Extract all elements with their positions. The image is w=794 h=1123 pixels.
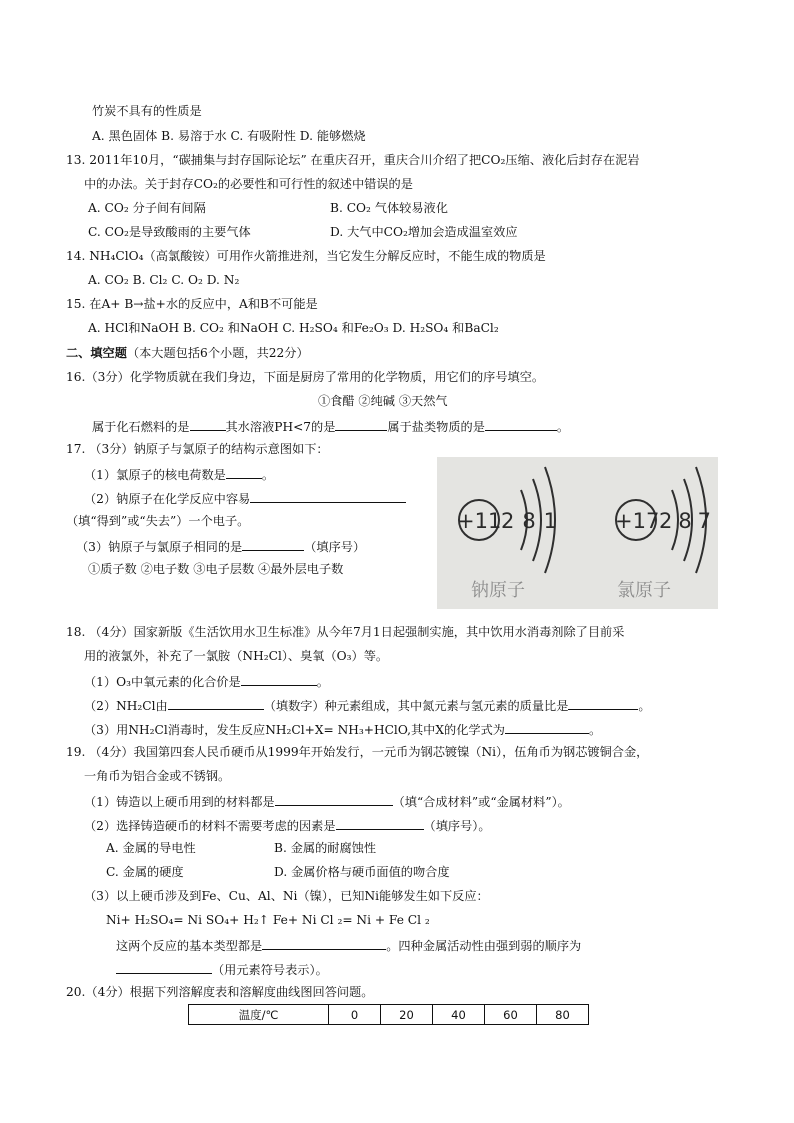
q18-sub-1-prompt: （1）O₃中氧元素的化合价是 [84, 675, 241, 689]
chlorine-nucleus-charge: +17 [615, 509, 660, 533]
table-header-cell: 0 [329, 1005, 381, 1025]
q17-blank-2[interactable] [250, 489, 406, 503]
table-header-cell: 温度/℃ [189, 1005, 329, 1025]
q13-text: 13. 2011年10月，“碳捕集与封存国际论坛” 在重庆召开，重庆合川介绍了把CO₂压缩、液化后封存在泥岩 [66, 153, 640, 167]
q19-blank-2[interactable] [336, 816, 424, 830]
q18-sub-3-prompt: （3）用NH₂Cl消毒时，发生反应NH₂Cl+X= NH₃+HClO,其中X的化学式为 [84, 723, 505, 737]
q19-sub-3: （3）以上硬币涉及到Fe、Cu、Al、Ni（镍），已知Ni能够发生如下反应： [84, 889, 489, 903]
q16-blanks-line [92, 417, 569, 435]
q18-blank-4[interactable] [505, 720, 589, 734]
section-note: （本大题包括6个小题，共22分） [126, 346, 309, 360]
table-row [189, 1005, 589, 1025]
q18-text-cont: 用的液氯外，补充了一氯胺（NH₂Cl）、臭氧（O₃）等。 [84, 649, 389, 663]
table-header-cell: 20 [381, 1005, 433, 1025]
q17-sub-3 [76, 537, 365, 555]
q17-blank-1[interactable] [226, 465, 262, 479]
q17-sub-1 [84, 465, 274, 483]
q19-blank-1[interactable] [275, 792, 393, 806]
q19-sub-1-end: （填“合成材料”或“金属材料”）。 [392, 795, 570, 809]
q19-option-d: D. 金属价格与硬币面值的吻合度 [274, 865, 450, 879]
q15-text: 15. 在A+ B→盐+水的反应中，A和B不可能是 [66, 297, 318, 311]
q19-blank-3[interactable] [262, 936, 386, 950]
q19-option-c: C. 金属的硬度 [106, 865, 184, 879]
q13-option-b: B. CO₂ 气体较易液化 [330, 201, 448, 215]
solubility-table [188, 1004, 589, 1025]
chlorine-atom-diagram [615, 467, 711, 601]
table-header-cell: 40 [433, 1005, 485, 1025]
q19-sub-5-end: （用元素符号表示）。 [212, 963, 328, 977]
q19-sub-2-prompt: （2）选择铸造硬币的材料不需要考虑的因素是 [84, 819, 336, 833]
sodium-nucleus-charge: +11 [457, 509, 502, 533]
q17-sub-2-prompt: （2）钠原子在化学反应中容易 [84, 492, 251, 506]
q19-sub-4-mid: 。四种金属活动性由强到弱的顺序为 [386, 939, 582, 953]
sodium-label: 钠原子 [471, 580, 525, 601]
q12-text: 竹炭不具有的性质是 [92, 104, 202, 118]
q16-end: 。 [556, 420, 570, 434]
q17-sub-3-options: ①质子数 ②电子数 ③电子层数 ④最外层电子数 [88, 562, 344, 576]
q19-sub-2 [84, 816, 491, 834]
q17-sub-2-cont: （填“得到”或“失去”）一个电子。 [66, 514, 250, 528]
q19-sub-4 [116, 936, 581, 954]
atom-structure-diagram [437, 457, 718, 609]
q18-text: 18. （4分）国家新版《生活饮用水卫生标准》从今年7月1日起强制实施，其中饮用水消毒剂除了目前采 [66, 625, 625, 639]
q18-sub-3 [84, 720, 601, 738]
q16-prompt-3: 属于盐类物质的是 [387, 420, 485, 434]
q17-sub-1-end: 。 [261, 468, 275, 482]
q18-blank-2[interactable] [168, 696, 264, 710]
q19-option-b: B. 金属的耐腐蚀性 [274, 841, 377, 855]
q15-options: A. HCl和NaOH B. CO₂ 和NaOH C. H₂SO₄ 和Fe₂O₃ D. H₂SO₄ 和BaCl₂ [88, 321, 499, 335]
q20-text: 20.（4分）根据下列溶解度表和溶解度曲线图回答问题。 [66, 985, 374, 999]
q18-sub-1 [84, 672, 329, 690]
q17-sub-3-prompt: （3）钠原子与氯原子相同的是 [76, 540, 243, 554]
q18-sub-1-end: 。 [316, 675, 329, 689]
q18-sub-2-end: 。 [638, 699, 651, 713]
q12-options: A. 黑色固体 B. 易溶于水 C. 有吸附性 D. 能够燃烧 [92, 129, 366, 143]
q16-text: 16.（3分）化学物质就在我们身边，下面是厨房了常用的化学物质，用它们的序号填空。 [66, 370, 545, 384]
table-header-cell: 60 [485, 1005, 537, 1025]
q19-sub-1 [84, 792, 570, 810]
q16-blank-3[interactable] [485, 417, 557, 431]
chlorine-label: 氯原子 [617, 580, 671, 601]
q18-blank-3[interactable] [568, 696, 638, 710]
q18-sub-2-prompt: （2）NH₂Cl由 [84, 699, 168, 713]
q19-equations: Ni+ H₂SO₄= Ni SO₄+ H₂↑ Fe+ Ni Cl ₂= Ni + Fe Cl ₂ [106, 913, 430, 927]
q16-choices: ①食醋 ②纯碱 ③天然气 [318, 394, 448, 408]
q18-sub-3-end: 。 [588, 723, 602, 737]
q19-option-a: A. 金属的导电性 [106, 841, 196, 855]
q19-sub-5 [116, 960, 328, 978]
q19-text-cont: 一角币为铝合金或不锈钢。 [84, 769, 231, 783]
section-heading [66, 345, 309, 361]
table-header-cell: 80 [537, 1005, 589, 1025]
chlorine-shell-electrons: 2 8 7 [659, 509, 711, 533]
q16-prompt-1: 属于化石燃料的是 [92, 420, 190, 434]
q13-option-d: D. 大气中CO₂增加会造成温室效应 [330, 225, 518, 239]
q17-sub-3-end: （填序号） [304, 540, 366, 554]
q14-text: 14. NH₄ClO₄（高氯酸铵）可用作火箭推进剂，当它发生分解反应时，不能生成的物质是 [66, 249, 546, 263]
q16-prompt-2: 其水溶液PH<7的是 [225, 420, 336, 434]
q16-blank-1[interactable] [190, 417, 226, 431]
q19-sub-4-prompt: 这两个反应的基本类型都是 [116, 939, 263, 953]
q18-sub-2 [84, 696, 651, 714]
q19-sub-2-end: （填序号）。 [423, 819, 491, 833]
q16-blank-2[interactable] [335, 417, 387, 431]
q18-sub-2-mid: （填数字）种元素组成，其中氮元素与氢元素的质量比是 [263, 699, 569, 713]
q17-sub-1-prompt: （1）氯原子的核电荷数是 [84, 468, 226, 482]
q17-sub-2 [84, 489, 406, 507]
q18-blank-1[interactable] [241, 672, 317, 686]
q17-blank-3[interactable] [242, 537, 304, 551]
q13-option-c: C. CO₂是导致酸雨的主要气体 [88, 225, 251, 239]
atom-structure-photo [437, 457, 718, 609]
q19-text: 19. （4分）我国第四套人民币硬币从1999年开始发行，一元币为钢芯镀镍（Ni），伍角币为钢芯镀铜合金， [66, 745, 649, 759]
sodium-shell-electrons: 2 8 1 [501, 509, 557, 533]
q19-blank-4[interactable] [116, 960, 212, 974]
q19-sub-1-prompt: （1）铸造以上硬币用到的材料都是 [84, 795, 275, 809]
q13-option-a: A. CO₂ 分子间有间隔 [88, 201, 206, 215]
section-title: 二、填空题 [66, 346, 127, 360]
sodium-atom-diagram [457, 467, 557, 601]
q14-options: A. CO₂ B. Cl₂ C. O₂ D. N₂ [88, 273, 240, 287]
q17-text: 17. （3分）钠原子与氯原子的结构示意图如下： [66, 442, 329, 456]
q13-text-cont: 中的办法。关于封存CO₂的必要性和可行性的叙述中错误的是 [84, 177, 413, 191]
